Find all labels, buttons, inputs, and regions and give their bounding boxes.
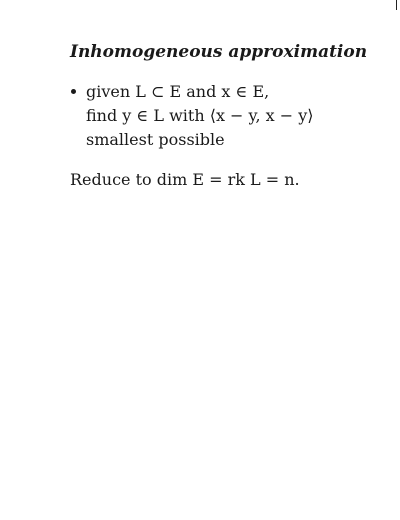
scan-edge-mark (396, 0, 397, 10)
slide-title: Inhomogeneous approximation (70, 42, 368, 62)
bullet-line-given: given L ⊂ E and x ∈ E, (86, 82, 270, 101)
bullet-line-find: find y ∈ L with ⟨x − y, x − y⟩ (86, 106, 314, 125)
slide-content (70, 40, 390, 192)
reduction-statement: Reduce to dim E = rk L = n. (70, 170, 300, 189)
bullet-line-smallest: smallest possible (86, 130, 225, 149)
bullet-item (70, 80, 390, 152)
bullet-icon (71, 89, 76, 94)
